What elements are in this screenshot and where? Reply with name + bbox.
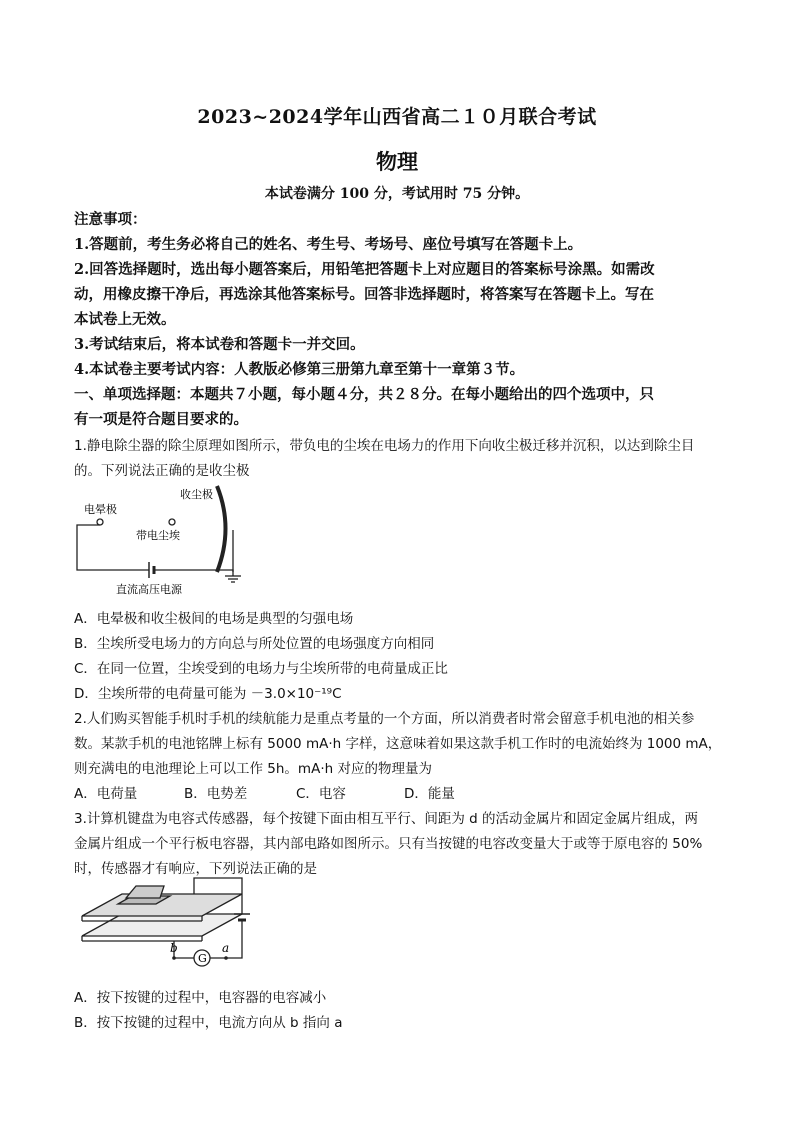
- label-corona: 电晕极: [84, 503, 117, 516]
- q1-option-d: D．尘埃所带的电荷量可能为 －3.0×10⁻¹⁹C: [74, 686, 342, 702]
- section-1-heading-line-1: 一、单项选择题：本题共７小题，每小题４分，共２８分。在每小题给出的四个选项中，只: [74, 386, 654, 403]
- notes-heading: 注意事项：: [74, 211, 147, 228]
- q2-option-d: D．能量: [404, 786, 455, 802]
- note-3: 3.考试结束后，将本试卷和答题卡一并交回。: [74, 336, 365, 353]
- q1-option-a: A．电晕极和收尘极间的电场是典型的匀强电场: [74, 611, 354, 627]
- label-dust: 带电尘埃: [136, 529, 180, 542]
- exam-title: 2023~2024学年山西省高二１０月联合考试: [197, 106, 597, 128]
- label-a: a: [222, 941, 230, 955]
- subject-title: 物理: [376, 149, 418, 174]
- q2-option-a: A．电荷量: [74, 786, 138, 802]
- note-4: 4.本试卷主要考试内容：人教版必修第三册第九章至第十一章第３节。: [74, 361, 525, 378]
- label-b: b: [170, 941, 178, 955]
- note-2-line-3: 本试卷上无效。: [74, 311, 176, 328]
- q2-option-b: B．电势差: [184, 786, 248, 802]
- q3-stem-line-3: 时，传感器才有响应，下列说法正确的是: [74, 861, 317, 877]
- node-a: [224, 956, 228, 960]
- q3-option-b: B．按下按键的过程中，电流方向从 b 指向 a: [74, 1015, 343, 1031]
- q3-stem-line-2: 金属片组成一个平行板电容器，其内部电路如图所示。只有当按键的电容改变量大于或等于原电容的 50%: [74, 836, 703, 852]
- node-b: [172, 956, 176, 960]
- q1-electrostatic-precipitator-figure: [74, 480, 254, 602]
- q1-stem-line-1: 1.静电除尘器的除尘原理如图所示，带负电的尘埃在电场力的作用下向收尘极迁移并沉积，以达到除尘目: [74, 438, 695, 454]
- q1-option-b: B．尘埃所受电场力的方向总与所处位置的电场强度方向相同: [74, 636, 435, 652]
- exam-info: 本试卷满分 100 分，考试用时 75 分钟。: [264, 186, 530, 202]
- q3-keyboard-capacitor-figure: [74, 874, 254, 976]
- label-collector: 收尘极: [180, 488, 213, 501]
- q1-stem-line-2: 的。下列说法正确的是收尘极: [74, 463, 250, 479]
- note-2-line-2: 动，用橡皮擦干净后，再选涂其他答案标号。回答非选择题时，将答案写在答题卡上。写在: [74, 286, 654, 303]
- q3-option-a: A．按下按键的过程中，电容器的电容减小: [74, 990, 327, 1006]
- q2-stem-line-3: 则充满电的电池理论上可以工作 5h。mA·h 对应的物理量为: [74, 761, 432, 777]
- dust-particle: [169, 519, 175, 525]
- collector-plate: [217, 486, 226, 572]
- note-2-line-1: 2.回答选择题时，选出每小题答案后，用铅笔把答题卡上对应题目的答案标号涂黑。如需改: [74, 261, 655, 278]
- q3-stem-line-1: 3.计算机键盘为电容式传感器，每个按键下面由相互平行、间距为 d 的活动金属片和固定金属片组成，两: [74, 811, 699, 827]
- key-cap: [126, 886, 164, 898]
- note-1: 1.答题前，考生务必将自己的姓名、考生号、考场号、座位号填写在答题卡上。: [74, 236, 583, 253]
- section-1-heading-line-2: 有一项是符合题目要求的。: [74, 411, 248, 428]
- corona-electrode: [97, 519, 103, 525]
- label-galvanometer: G: [198, 952, 207, 965]
- q1-option-c: C．在同一位置，尘埃受到的电场力与尘埃所带的电荷量成正比: [74, 661, 448, 677]
- circuit-wire-right: [154, 570, 233, 572]
- q2-stem-line-2: 数。某款手机的电池铭牌上标有 5000 mA·h 字样，这意味着如果这款手机工作时的电流始终为 1000 mA，: [74, 736, 722, 752]
- label-source: 直流高压电源: [116, 583, 182, 596]
- q2-stem-line-1: 2.人们购买智能手机时手机的续航能力是重点考量的一个方面，所以消费者时常会留意手机电池的相关参: [74, 711, 695, 727]
- fixed-plate: [82, 914, 242, 936]
- q2-option-c: C．电容: [296, 786, 346, 802]
